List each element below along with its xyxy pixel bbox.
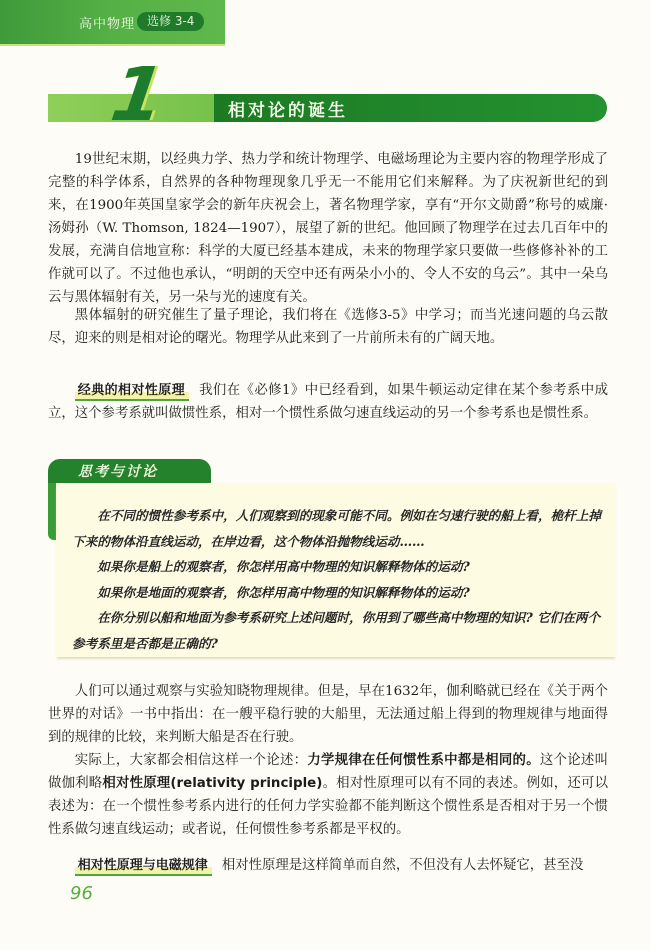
galileo-paragraph-1: 人们可以通过观察与实验知晓物理规律。但是，早在1632年，伽利略就已经在《关于两个世界的对话》一书中指出：在一艘平稳行驶的大船里，无法通过船上得到的物理规律与地面得到的规律的比较，来判断大船是否在行驶。 (48, 684, 608, 745)
section-heading-classical: 经典的相对性原理 (75, 383, 189, 401)
discussion-content (56, 483, 616, 657)
galileo-paragraph-2 (48, 749, 608, 841)
text-run: 实际上，大家都会相信这样一个论述： (74, 753, 308, 768)
section-em-body: 相对性原理是这样简单而自然，不但没有人去怀疑它，甚至没 (221, 858, 584, 873)
section-classical-body: 我们在《必修1》中已经看到，如果牛顿运动定律在某个参考系中成立，这个参考系就叫做惯性系，相对一个惯性系做匀速直线运动的另一个参考系也是惯性系。 (48, 383, 608, 421)
section-em-relativity (48, 854, 608, 877)
intro-paragraph-2: 黑体辐射的研究催生了量子理论，我们将在《选修3-5》中学习；而当光速问题的乌云散尽，迎来的则是相对论的曙光。物理学从此来到了一片前所未有的广阔天地。 (48, 308, 608, 346)
running-header (0, 0, 225, 46)
discussion-paragraph: 在不同的惯性参考系中，人们观察到的现象可能不同。例如在匀速行驶的船上看，桅杆上掉下来的物体沿直线运动，在岸边看，这个物体沿抛物线运动…… (72, 508, 601, 549)
chapter-title-bar (214, 94, 607, 122)
discussion-left-strip (48, 483, 56, 540)
text-run: 。相对性原理可以有不同的表述。例如，还可以表述为：在一个惯性参考系内进行的任何力学实验都不能判断这个惯性系是否相对于另一个惯性系做匀速直线运动；或者说，任何惯性参考系都是平权的。 (48, 776, 609, 837)
relativity-principle-term: 相对性原理(relativity principle) (102, 776, 323, 791)
page-number: 96 (70, 883, 93, 904)
section-heading-em: 相对性原理与电磁规律 (75, 858, 212, 876)
intro-paragraph-1: 19世纪末期，以经典力学、热力学和统计物理学、电磁场理论为主要内容的物理学形成了完整的科学体系，自然界的各种物理现象几乎无一不能用它们来解释。为了庆祝新世纪的到来，在1900年英国皇家学会的新年庆祝会上，著名物理学家，享有“开尔文勋爵”称号的威廉·汤姆孙（W. Thomson, 1824—1907），展望了新的世纪。他回顾了物理学在过去几百年中的发展，充满自信地宣称：科学的大厦已经基本建成，未来的物理学家只要做一些修修补补的工作就可以了。不过他也承认，“明朗的天空中还有两朵小小的、令人不安的乌云”。其中一朵乌云与黑体辐射有关，另一朵与光的速度有关。 (48, 152, 608, 305)
discussion-tab (48, 459, 211, 483)
chapter-number: 1 (105, 52, 170, 138)
discussion-question: 如果你是船上的观察者，你怎样用高中物理的知识解释物体的运动? (97, 559, 470, 574)
header-volume-badge: 选修 3-4 (137, 12, 204, 31)
discussion-box (48, 459, 628, 664)
chapter-title: 相对论的诞生 (228, 101, 348, 121)
text-run: 这个论述叫做伽利略 (48, 753, 608, 791)
discussion-question: 如果你是地面的观察者，你怎样用高中物理的知识解释物体的运动? (97, 584, 470, 600)
discussion-tab-label: 思考与讨论 (78, 464, 158, 480)
header-subject: 高中物理 (79, 17, 136, 32)
discussion-question: 在你分别以船和地面为参考系研究上述问题时，你用到了哪些高中物理的知识? 它们在两个参考系里是否都是正确的? (72, 610, 601, 651)
mechanics-law-statement: 力学规律在任何惯性系中都是相同的。 (307, 753, 540, 768)
section-classical-relativity (48, 379, 608, 425)
